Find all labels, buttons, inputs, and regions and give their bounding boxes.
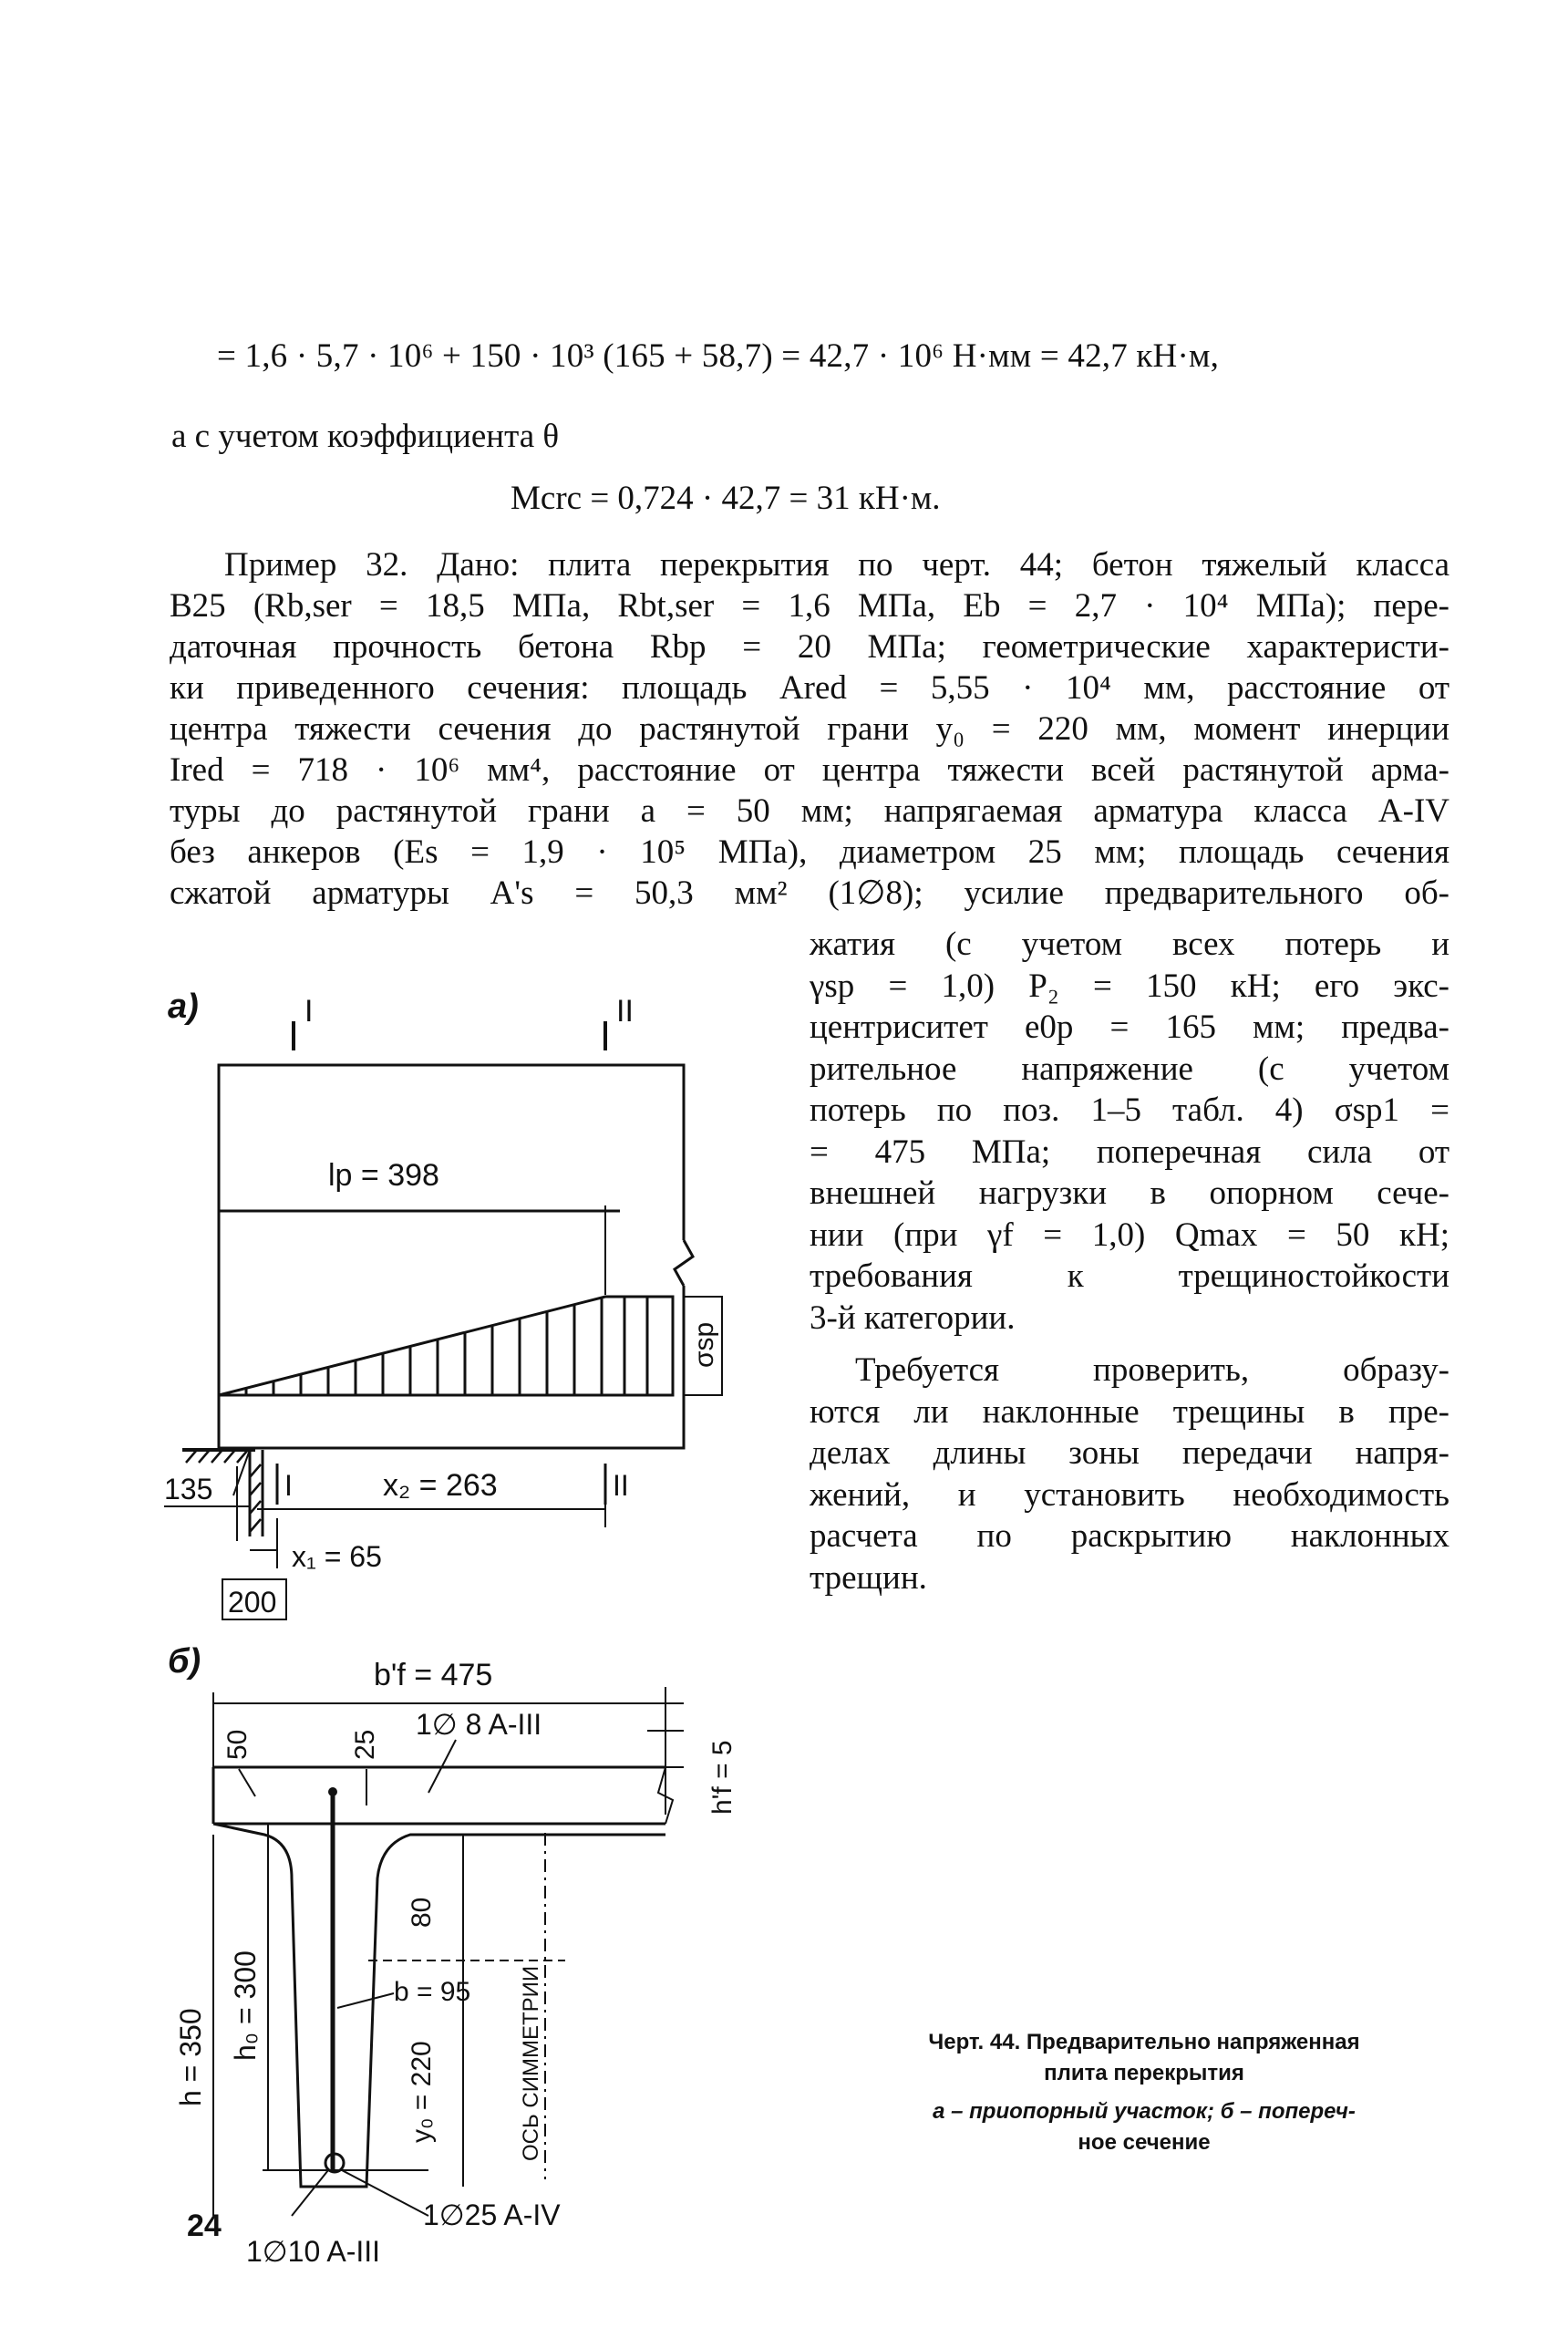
- h-dimension: h = 350: [174, 2008, 207, 2106]
- x1-dimension: x₁ = 65: [292, 1540, 382, 1573]
- b-dimension: b = 95: [394, 1977, 471, 2007]
- example-line: рительное напряжение (с учетом: [810, 1050, 1449, 1088]
- stress-diagram: [219, 1297, 673, 1395]
- example-line: сжатой арматуры A's = 50,3 мм² (1∅8); усилие предварительного об-: [170, 874, 1449, 912]
- formula-line-1: = 1,6 · 5,7 · 10⁶ + 150 · 10³ (165 + 58,7) = 42,7 · 10⁶ Н·мм = 42,7 кН·м,: [217, 337, 1220, 375]
- section-2-label: II: [616, 994, 634, 1029]
- lp-dimension: lp = 398: [328, 1158, 439, 1193]
- symmetry-axis-label: ОСЬ СИММЕТРИИ: [519, 1965, 543, 2161]
- example-line: центриситет e0p = 165 мм; предва-: [810, 1009, 1449, 1046]
- page-number: 24: [187, 2209, 222, 2243]
- formula-line-3: Mcrc = 0,724 · 42,7 = 31 кН·м.: [511, 480, 941, 517]
- caption-desc-2: ное сечение: [1078, 2130, 1211, 2155]
- bf-dimension: b'f = 475: [374, 1658, 493, 1692]
- example-line: без анкеров (Es = 1,9 · 10⁵ МПа), диаметром 25 мм; площадь сечения: [170, 833, 1449, 871]
- required-line: ются ли наклонные трещины в пре-: [810, 1392, 1449, 1431]
- section-1-lower: I: [284, 1469, 293, 1502]
- dim-135: 135: [164, 1473, 213, 1505]
- example-line: = 475 МПа; поперечная сила от: [810, 1133, 1449, 1171]
- rebar-left-label: 1∅10 A-III: [246, 2235, 381, 2268]
- example-line: γsp = 1,0) P₂ = 150 кН; его экс-: [810, 967, 1449, 1005]
- required-paragraph: [810, 1350, 1449, 1598]
- example-line: требования к трещиностойкости: [810, 1257, 1449, 1295]
- slab-outline: [219, 1065, 684, 1448]
- example-line: 3-й категории.: [810, 1298, 1016, 1337]
- hf-dimension: h'f = 5: [707, 1740, 738, 1815]
- required-line: трещин.: [810, 1558, 927, 1597]
- figure-caption: [830, 2030, 1459, 2156]
- example-line: туры до растянутой грани a = 50 мм; напрягаемая арматура класса A-IV: [170, 792, 1449, 830]
- required-line: жений, и установить необходимость: [810, 1475, 1449, 1514]
- x2-dimension: x₂ = 263: [383, 1468, 498, 1503]
- example-line: даточная прочность бетона Rbp = 20 МПа; геометрические характеристи-: [170, 628, 1449, 666]
- caption-title-2: плита перекрытия: [1044, 2061, 1244, 2085]
- example-line: Ired = 718 · 10⁶ мм⁴, расстояние от центра тяжести всей растянутой арма-: [170, 751, 1449, 789]
- dim-80: 80: [407, 1897, 437, 1928]
- required-line: делах длины зоны передачи напря-: [810, 1434, 1449, 1472]
- example-right-column: [810, 924, 1449, 1339]
- example-paragraph: [170, 544, 1449, 914]
- figure-b-label: б): [168, 1642, 201, 1681]
- section-2-lower: II: [613, 1469, 629, 1502]
- caption-desc-1: а – приопорный участок; б – попереч-: [933, 2099, 1356, 2124]
- stress-hatching: [246, 1297, 647, 1395]
- dim-200: 200: [228, 1586, 277, 1619]
- figure-a-label: а): [168, 988, 199, 1026]
- example-line: потерь по поз. 1–5 табл. 4) σsp1 =: [810, 1091, 1449, 1129]
- dim-25: 25: [350, 1729, 380, 1760]
- example-line: В25 (Rb,ser = 18,5 МПа, Rbt,ser = 1,6 МПа, Eb = 2,7 · 10⁴ МПа); пере-: [170, 587, 1449, 625]
- example-line: центра тяжести сечения до растянутой грани y₀ = 220 мм, момент инерции: [170, 710, 1449, 748]
- example-line: ки приведенного сечения: площадь Ared = 5,55 · 10⁴ мм, расстояние от: [170, 669, 1449, 707]
- sigma-sp-label: σsp: [689, 1321, 719, 1368]
- rebar-right-label: 1∅25 A-IV: [423, 2198, 561, 2231]
- section-1-label: I: [304, 994, 314, 1029]
- example-line: внешней нагрузки в опорном сече-: [810, 1174, 1449, 1212]
- example-line: нии (при γf = 1,0) Qmax = 50 кН;: [810, 1216, 1449, 1254]
- example-line: Пример 32. Дано: плита перекрытия по черт. 44; бетон тяжелый класса: [224, 546, 1449, 584]
- required-line: Требуется проверить, образу-: [855, 1351, 1449, 1389]
- figure-a-support-zone: [155, 967, 775, 1623]
- caption-title-1: Черт. 44. Предварительно напряженная: [928, 2030, 1360, 2054]
- y0-dimension: y₀ = 220: [407, 2041, 437, 2143]
- required-line: расчета по раскрытию наклонных: [810, 1517, 1449, 1555]
- formula-line-2: а с учетом коэффициента θ: [171, 418, 560, 455]
- example-line: жатия (с учетом всех потерь и: [810, 926, 1449, 963]
- rebar-top-label: 1∅ 8 A-III: [416, 1708, 542, 1741]
- h0-dimension: h₀ = 300: [229, 1950, 262, 2061]
- dim-50: 50: [222, 1729, 253, 1760]
